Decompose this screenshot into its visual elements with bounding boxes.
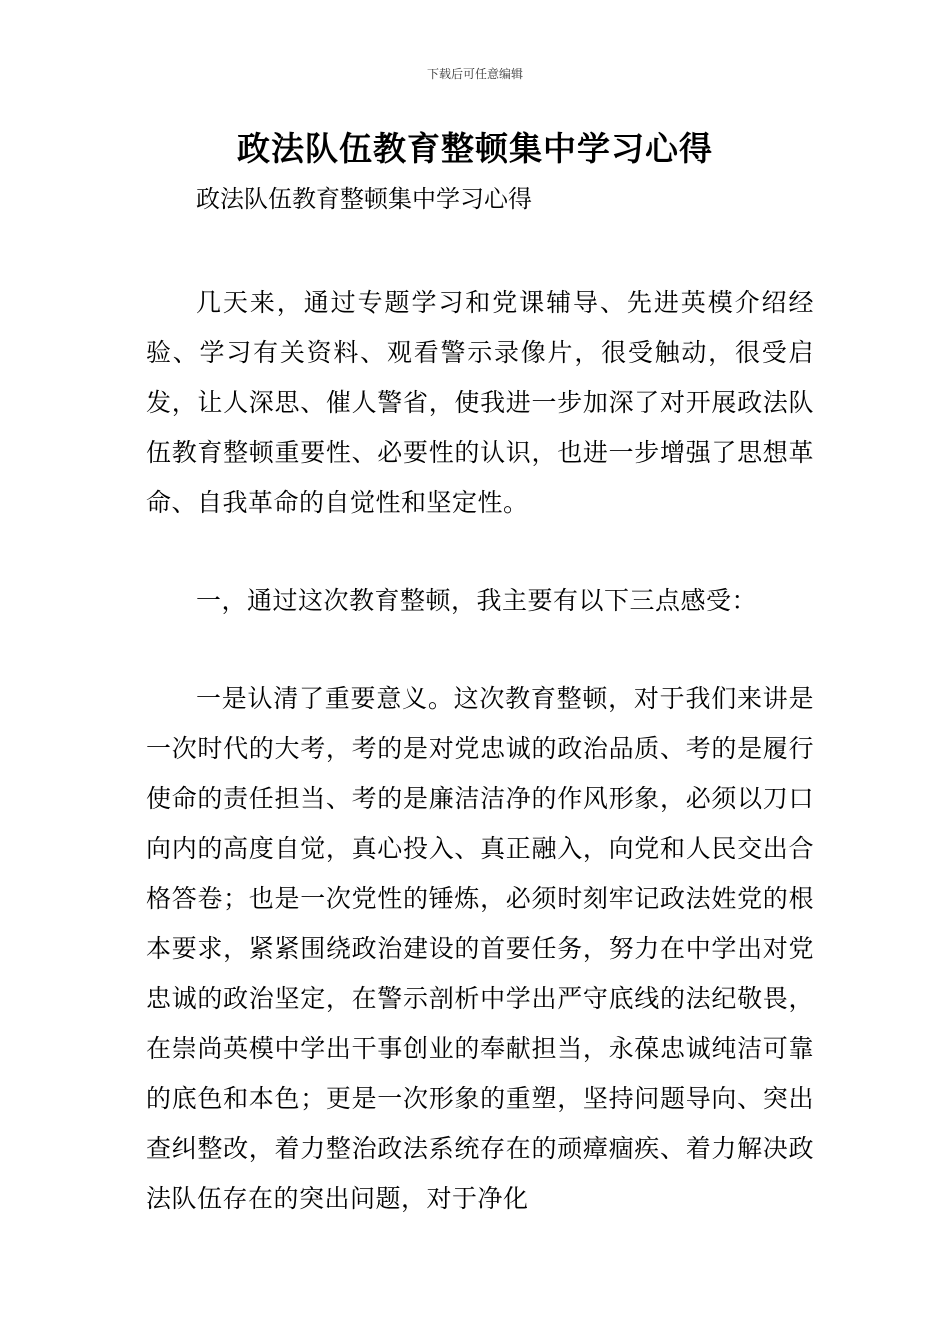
paragraph-section-heading: 一，通过这次教育整顿，我主要有以下三点感受： — [196, 586, 758, 615]
paragraph-intro: 几天来，通过专题学习和党课辅导、先进英模介绍经验、学习有关资料、观看警示录像片，很受触动，很受启发，让人深思、催人警省，使我进一步加深了对开展政法队伍教育整顿重要性、必要性的认识，也进一步增强了思想革命、自我革命的自觉性和坚定性。 — [146, 288, 814, 517]
header-note: 下载后可任意编辑 — [426, 67, 523, 81]
page-subtitle: 政法队伍教育整顿集中学习心得 — [196, 185, 532, 213]
page-title: 政法队伍教育整顿集中学习心得 — [237, 129, 713, 168]
paragraph-point-one: 一是认清了重要意义。这次教育整顿，对于我们来讲是一次时代的大考，考的是对党忠诚的政治品质、考的是履行使命的责任担当、考的是廉洁洁净的作风形象，必须以刀口向内的高度自觉，真心投入、真正融入，向党和人民交出合格答卷；也是一次党性的锤炼，必须时刻牢记政法姓党的根本要求，紧紧围绕政治建设的首要任务，努力在中学出对党忠诚的政治坚定，在警示剖析中学出严守底线的法纪敬畏，在崇尚英模中学出干事创业的奉献担当，永葆忠诚纯洁可靠的底色和本色；更是一次形象的重塑，坚持问题导向、突出查纠整改，着力整治政法系统存在的顽瘴痼疾、着力解决政法队伍存在的突出问题，对于净化 — [146, 684, 814, 1213]
